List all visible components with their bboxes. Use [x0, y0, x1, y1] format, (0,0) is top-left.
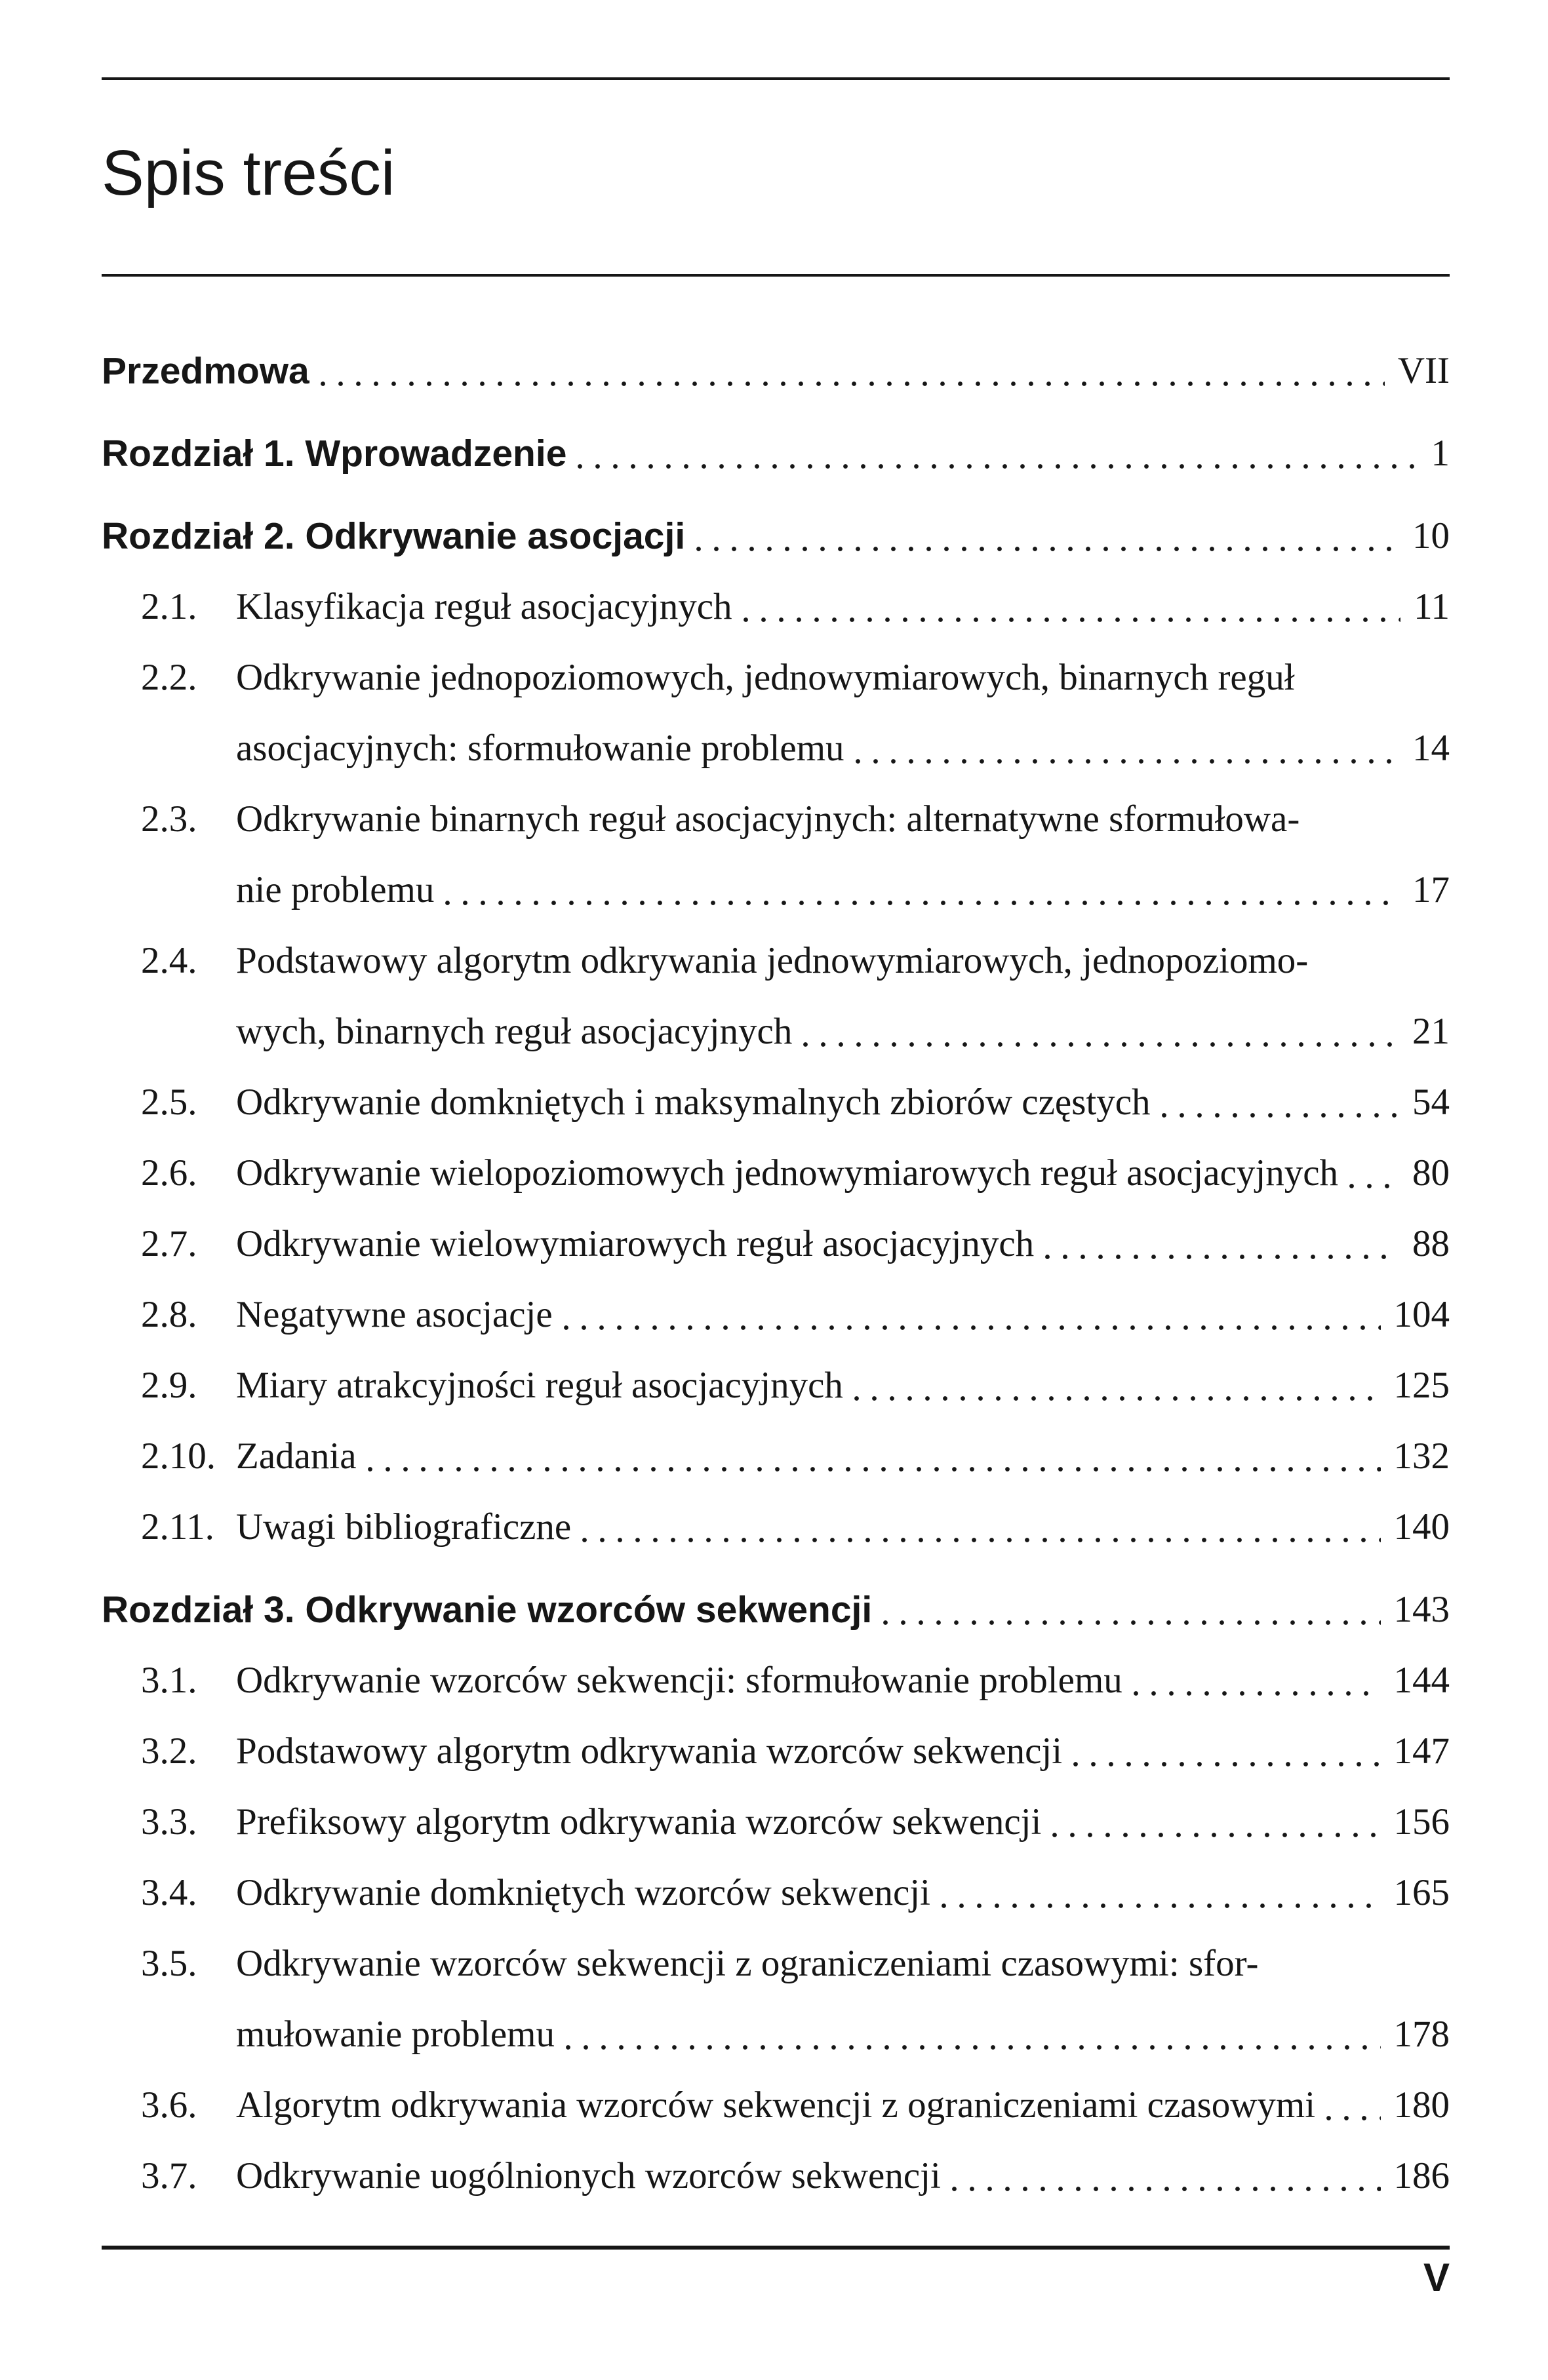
toc-line-text: Rozdział 2. Odkrywanie asocjacji — [102, 515, 686, 557]
toc-entry-line — [236, 1209, 1408, 1279]
dot-leader — [577, 463, 1418, 469]
toc-entry-line — [236, 855, 1408, 926]
toc-entry — [102, 1928, 1450, 2070]
dot-leader — [1349, 1183, 1399, 1189]
toc-entry — [102, 1350, 1450, 1421]
toc-entry — [102, 2141, 1450, 2212]
toc-line-text: Odkrywanie wzorców sekwencji z ograniczeniami czasowymi: sfor- — [236, 1943, 1259, 1984]
toc-line-text: Odkrywanie jednopoziomowych, jednowymiarowych, binarnych reguł — [236, 657, 1295, 698]
toc-entry-text — [102, 336, 1394, 406]
toc-entry — [102, 784, 1450, 926]
dot-leader — [1044, 1254, 1399, 1260]
toc-entry-line — [236, 713, 1408, 784]
toc-entry — [102, 501, 1450, 572]
toc-entry-text — [236, 1928, 1390, 2070]
toc-line-text: asocjacyjnych: sformułowanie problemu — [236, 728, 844, 769]
toc-entry-line — [236, 1492, 1390, 1563]
toc-entry-text — [102, 418, 1427, 489]
toc-entry-line — [236, 1928, 1390, 1999]
dot-leader — [563, 1325, 1381, 1331]
toc-entry — [102, 1279, 1450, 1350]
toc-entry — [102, 418, 1450, 489]
dot-leader — [951, 2186, 1381, 2192]
toc-line-text: Odkrywanie binarnych reguł asocjacyjnych: alternatywne sformułowa- — [236, 798, 1300, 840]
toc-entry-text — [236, 784, 1408, 926]
toc-page-number: 11 — [1414, 586, 1450, 627]
toc-entry-number: 3.3. — [141, 1801, 197, 1843]
toc-line-text: Odkrywanie wzorców sekwencji: sformułowanie problemu — [236, 1660, 1122, 1701]
toc-line-text: wych, binarnych reguł asocjacyjnych — [236, 1011, 793, 1052]
toc-entry-line — [236, 1858, 1390, 1928]
dot-leader — [803, 1042, 1399, 1047]
toc-entry-text — [236, 1279, 1390, 1350]
toc-line-text: Odkrywanie domkniętych wzorców sekwencji — [236, 1872, 930, 1913]
dot-leader — [1326, 2115, 1380, 2121]
toc-entry-number: 2.5. — [141, 1082, 197, 1123]
toc-entry-text — [102, 1574, 1390, 1645]
toc-entry-number: 3.7. — [141, 2155, 197, 2196]
toc-entry-number: 2.6. — [141, 1152, 197, 1194]
dot-leader — [941, 1903, 1381, 1909]
top-rule — [102, 77, 1450, 80]
toc-line-text: Odkrywanie wielopoziomowych jednowymiarowych reguł asocjacyjnych — [236, 1152, 1338, 1194]
toc-page-number: 165 — [1393, 1872, 1450, 1913]
toc-page-number: 180 — [1393, 2084, 1450, 2126]
toc-line-text: Algorytm odkrywania wzorców sekwencji z ograniczeniami czasowymi — [236, 2084, 1316, 2126]
toc-line-text: Uwagi bibliograficzne — [236, 1506, 572, 1548]
toc-entry-line — [236, 1999, 1390, 2070]
toc-line-text: Prefiksowy algorytm odkrywania wzorców sekwencji — [236, 1801, 1042, 1843]
toc-page-number: 144 — [1393, 1660, 1450, 1701]
toc-entry-line — [236, 1067, 1408, 1138]
footer-page-number: V — [1423, 2255, 1450, 2299]
toc-entry-line — [102, 1574, 1390, 1645]
dot-leader — [1161, 1112, 1399, 1118]
toc-entry-line — [236, 2141, 1390, 2212]
toc-page-number: 125 — [1393, 1365, 1450, 1406]
toc-entry-text — [236, 1716, 1390, 1787]
toc-entry-text — [236, 1350, 1390, 1421]
bottom-rule — [102, 2246, 1450, 2250]
dot-leader — [1073, 1761, 1380, 1767]
toc-entry-line — [236, 1645, 1390, 1716]
dot-leader — [743, 617, 1401, 623]
toc-page-number: 186 — [1393, 2155, 1450, 2196]
toc-entry-line — [236, 1350, 1390, 1421]
toc-entry-number: 2.1. — [141, 586, 197, 627]
toc-entry-line — [236, 1421, 1390, 1492]
toc-entry — [102, 1645, 1450, 1716]
toc-entry — [102, 1858, 1450, 1928]
toc-entry-number: 3.6. — [141, 2084, 197, 2126]
toc-line-text: Odkrywanie wielowymiarowych reguł asocjacyjnych — [236, 1223, 1035, 1264]
dot-leader — [1133, 1690, 1381, 1696]
toc-entry-text — [102, 501, 1408, 572]
toc-entry-text — [236, 926, 1408, 1067]
toc-entry-number: 2.2. — [141, 657, 197, 698]
dot-leader — [445, 900, 1399, 906]
toc-entry-line — [102, 336, 1394, 406]
page-footer — [102, 2255, 1450, 2301]
toc-entry-number: 3.4. — [141, 1872, 197, 1913]
toc-entry-number: 2.9. — [141, 1365, 197, 1406]
toc-entry — [102, 1492, 1450, 1563]
toc-line-text: Odkrywanie uogólnionych wzorców sekwencji — [236, 2155, 941, 2196]
toc-line-text: Rozdział 3. Odkrywanie wzorców sekwencji — [102, 1589, 873, 1631]
toc-page-number: 156 — [1393, 1801, 1450, 1843]
toc-entry — [102, 1574, 1450, 1645]
toc-page-number: VII — [1397, 350, 1450, 391]
toc-page-number: 104 — [1393, 1294, 1450, 1335]
toc-entry — [102, 926, 1450, 1067]
toc-line-text: Klasyfikacja reguł asocjacyjnych — [236, 586, 732, 627]
toc-entry — [102, 1138, 1450, 1209]
dot-leader — [696, 546, 1399, 552]
toc-entry-text — [236, 1209, 1408, 1279]
toc-line-text: Rozdział 1. Wprowadzenie — [102, 433, 567, 475]
toc-line-text: nie problemu — [236, 869, 435, 910]
toc-entry-line — [236, 572, 1410, 642]
toc-entry-text — [236, 2141, 1390, 2212]
toc-line-text: Zadania — [236, 1435, 357, 1477]
toc-page-number: 147 — [1393, 1730, 1450, 1772]
toc-line-text: Negatywne asocjacje — [236, 1294, 553, 1335]
toc-page-number: 21 — [1412, 1011, 1450, 1052]
toc-entry-text — [236, 1421, 1390, 1492]
toc-entry-line — [236, 784, 1408, 855]
dot-leader — [854, 1395, 1381, 1401]
toc-page-number: 88 — [1412, 1223, 1450, 1264]
toc-entry — [102, 1209, 1450, 1279]
toc-entry-line — [236, 1716, 1390, 1787]
toc-entry — [102, 642, 1450, 784]
toc-entry-number: 2.8. — [141, 1294, 197, 1335]
toc-entry-line — [236, 2070, 1390, 2141]
toc-entry — [102, 1067, 1450, 1138]
toc-entry — [102, 1421, 1450, 1492]
toc-entry-text — [236, 1858, 1390, 1928]
toc-entry-text — [236, 572, 1410, 642]
toc-line-text: Przedmowa — [102, 350, 309, 392]
toc-entry — [102, 336, 1450, 406]
toc-entry-text — [236, 1067, 1408, 1138]
toc-entry-line — [236, 1138, 1408, 1209]
toc-page-number: 17 — [1412, 869, 1450, 910]
table-of-contents — [102, 324, 1450, 2212]
dot-leader — [367, 1466, 1381, 1472]
toc-entry-number: 2.7. — [141, 1223, 197, 1264]
toc-line-text: Podstawowy algorytm odkrywania wzorców sekwencji — [236, 1730, 1063, 1772]
toc-entry-line — [236, 642, 1408, 713]
toc-line-text: mułowanie problemu — [236, 2014, 555, 2055]
toc-entry — [102, 1716, 1450, 1787]
toc-entry-number: 2.4. — [141, 940, 197, 981]
toc-entry — [102, 2070, 1450, 2141]
dot-leader — [883, 1620, 1380, 1626]
toc-page — [102, 0, 1450, 2301]
toc-entry-line — [236, 926, 1408, 996]
toc-entry-text — [236, 1787, 1390, 1858]
toc-entry-number: 2.3. — [141, 798, 197, 840]
toc-entry-line — [236, 1279, 1390, 1350]
toc-entry-number: 3.5. — [141, 1943, 197, 1984]
dot-leader — [582, 1537, 1380, 1543]
toc-page-number: 140 — [1393, 1506, 1450, 1548]
toc-entry-line — [102, 418, 1427, 489]
toc-entry-number: 3.1. — [141, 1660, 197, 1701]
toc-entry-text — [236, 1492, 1390, 1563]
toc-page-number: 132 — [1393, 1435, 1450, 1477]
toc-entry-text — [236, 2070, 1390, 2141]
dot-leader — [855, 758, 1399, 764]
dot-leader — [320, 381, 1385, 387]
toc-entry — [102, 572, 1450, 642]
toc-page-number: 10 — [1412, 515, 1450, 556]
toc-page-number: 1 — [1431, 433, 1450, 474]
toc-entry — [102, 1787, 1450, 1858]
toc-entry-line — [236, 1787, 1390, 1858]
toc-page-number: 143 — [1393, 1589, 1450, 1630]
toc-page-number: 14 — [1412, 728, 1450, 769]
toc-line-text: Podstawowy algorytm odkrywania jednowymiarowych, jednopoziomo- — [236, 940, 1309, 981]
toc-page-number: 54 — [1412, 1082, 1450, 1123]
toc-entry-line — [236, 996, 1408, 1067]
toc-entry-text — [236, 1138, 1408, 1209]
dot-leader — [1052, 1832, 1380, 1838]
toc-entry-number: 2.11. — [141, 1506, 214, 1548]
toc-entry-text — [236, 642, 1408, 784]
middle-rule — [102, 274, 1450, 277]
dot-leader — [565, 2044, 1381, 2050]
toc-page-number: 178 — [1393, 2014, 1450, 2055]
toc-entry-text — [236, 1645, 1390, 1716]
toc-page-number: 80 — [1412, 1152, 1450, 1194]
page-title: Spis treści — [102, 137, 395, 208]
toc-line-text: Odkrywanie domkniętych i maksymalnych zbiorów częstych — [236, 1082, 1151, 1123]
toc-line-text: Miary atrakcyjności reguł asocjacyjnych — [236, 1365, 843, 1406]
toc-entry-number: 2.10. — [141, 1435, 216, 1477]
toc-entry-number: 3.2. — [141, 1730, 197, 1772]
toc-entry-line — [102, 501, 1408, 572]
